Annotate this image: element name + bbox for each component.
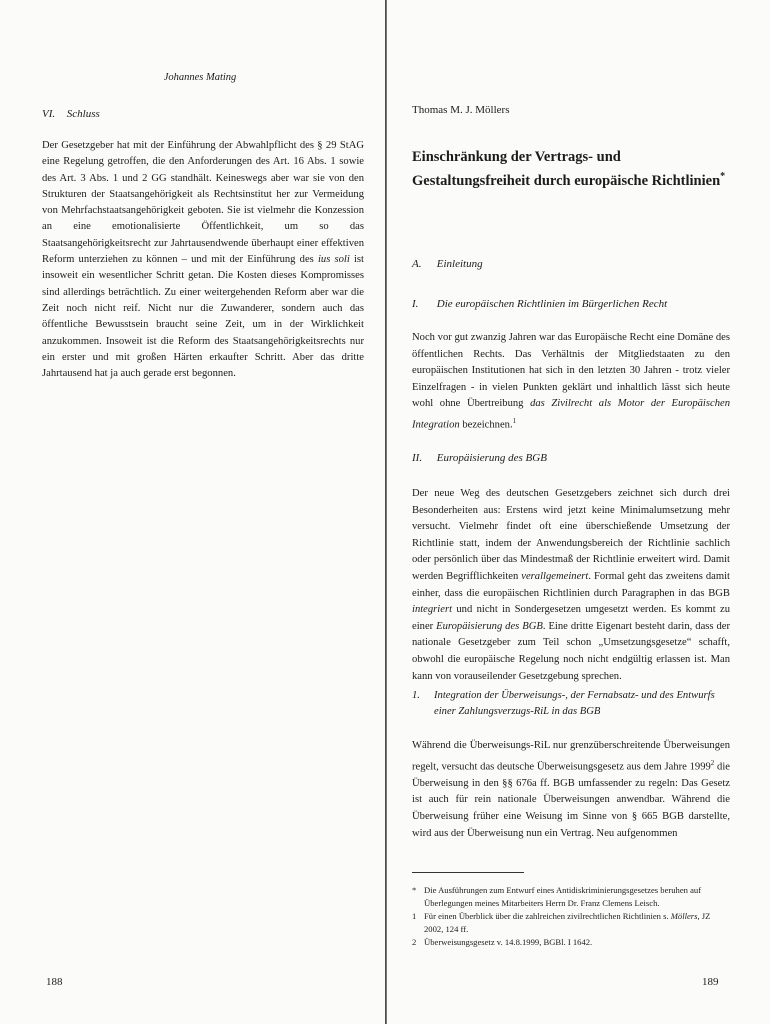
page-number-right: 189: [702, 976, 719, 988]
page-number-left: 188: [46, 976, 63, 988]
book-gutter: [385, 0, 387, 1024]
title-footnote-mark: *: [720, 171, 726, 182]
conclusion-paragraph: Der Gesetzgeber hat mit der Einführung der Abwahlpflicht des § 29 StAG eine Regelung getroffen, die den Anforderungen des Art. 16 Abs. 1 sowie des Art. 3 Abs. 1 und 2 GG standhält. Keineswegs aber war sie von den Strukturen der Staatsangehörigkeit als Rechtsinstitut her zur Vermeidung von Mehrfachstaatsangehörigkeit geboten. Sie ist vielmehr die Konzession an eine emotionalisierte Öffentlichkeit, um so das Staatsangehörigkeitsrecht zur Jahrtausendwende überhaupt einer effektiven Reform unterziehen zu können – und mit der Einführung des ius soli ist insoweit ein wesentlicher Schritt getan. Die Kosten dieses Kompromisses sind allerdings beträchtlich. Zu einer weitergehenden Reform aber war die Zeit noch nicht reif. Nicht nur die Zuwanderer, sondern auch das öffentliche Bewusstsein braucht seine Zeit, um in der Wirklichkeit anzukommen. Insoweit ist die Reform des Staatsangehörigkeitsrechts nur ein erster und mit großen Härten erkaufter Schritt. Aber das dritte Jahrtausend hat ja auch gerade erst begonnen.: [42, 140, 364, 380]
section-number: VI.: [42, 108, 56, 120]
footnote-2: 2 Überweisungsgesetz v. 14.8.1999, BGBl. I 1642.: [412, 937, 593, 947]
paragraph-ueberweisung: Während die Überweisungs-RiL nur grenzüberschreitende Überweisungen regelt, versucht das deutsche Überweisungsgesetz aus dem Jahre 1999$^2$ die Überweisung in den §§ 676a ff. BGB umfassender zu regeln: Das Gesetz ist auch für rein nationale Überweisungen anwendbar. Während die Überweisung früher eine Weisung im Sinne von § 665 BGB darstellte, wird aus der Überweisung nun ein Vertrag. Neu aufgenommen: [412, 740, 730, 839]
heading-1: 1. Integration der Überweisungs-, der Fernabsatz- und des Entwurfs einer Zahlungsverzugs-RiL in das BGB: [412, 690, 715, 717]
paragraph-einleitung: Noch vor gut zwanzig Jahren war das Europäische Recht eine Domäne des öffentlichen Rechts. Das Verhältnis der Mitgliedstaaten zu den europäischen Institutionen hat sich in den letzten 30 Jahren - trotz vieler Einzelfragen - in vielen Punkten geklärt und inhaltlich lässt sich heute wohl ohne Übertreibung das Zivilrecht als Motor der Europäischen Integration bezeichnen.$^1$: [412, 332, 730, 431]
heading-i: I. Die europäischen Richtlinien im Bürgerlichen Recht: [412, 298, 668, 310]
paragraph-europaeisierung: Der neue Weg des deutschen Gesetzgebers zeichnet sich durch drei Besonderheiten aus: Erstens wird jetzt keine Minimalumsetzung mehr versucht. Vielmehr findet oft eine überschießende Umsetzung der Richtlinie statt, indem der Anwendungsbereich der Richtlinie sachlich oder persönlich über das Mindestmaß der Richtlinie erweitert wird. Damit werden Begrifflichkeiten verallgemeinert. Formal geht das zweitens damit einher, dass die europäischen Richtlinien durch Paragraphen in das BGB integriert und nicht in Sondergesetzen umgesetzt werden. Es kommt zu einer Europäisierung des BGB. Eine dritte Eigenart besteht darin, dass der nationale Gesetzgeber zum Teil schon „Umsetzungsgesetze“ schafft, obwohl die europäische Regelung noch nicht endgültig erlassen ist. Man kann von vorauseilender Gesetzgebung sprechen.: [412, 488, 730, 682]
left-page: [0, 0, 384, 1024]
footnote-ref-1: 1: [512, 416, 517, 425]
footnote-rule: [412, 872, 524, 873]
heading-ii: II. Europäisierung des BGB: [412, 452, 547, 464]
running-head-left: Johannes Mating: [163, 72, 237, 83]
footnote-star: * Die Ausführungen zum Entwurf eines Antidiskriminierungsgesetzes beruhen auf Überlegungen meines Mitarbeiters Herrn Dr. Franz Clemens Leisch.: [412, 885, 702, 908]
running-head-right: Thomas M. J. Möllers: [412, 104, 510, 116]
article-title: Einschränkung der Vertrags- und Gestaltungsfreiheit durch europäische Richtlinien*: [412, 149, 726, 189]
section-heading-vi: [42, 108, 100, 120]
section-title: Schluss: [66, 108, 100, 120]
footnote-ref-2: 2: [710, 758, 715, 767]
footnotes: [412, 884, 730, 949]
heading-a: A. Einleitung: [412, 258, 483, 270]
footnote-1: 1 Für einen Überblick über die zahlreichen zivilrechtlichen Richtlinien s. Möllers, JZ 2002, 124 ff.: [412, 911, 711, 934]
right-page: [388, 0, 770, 1024]
